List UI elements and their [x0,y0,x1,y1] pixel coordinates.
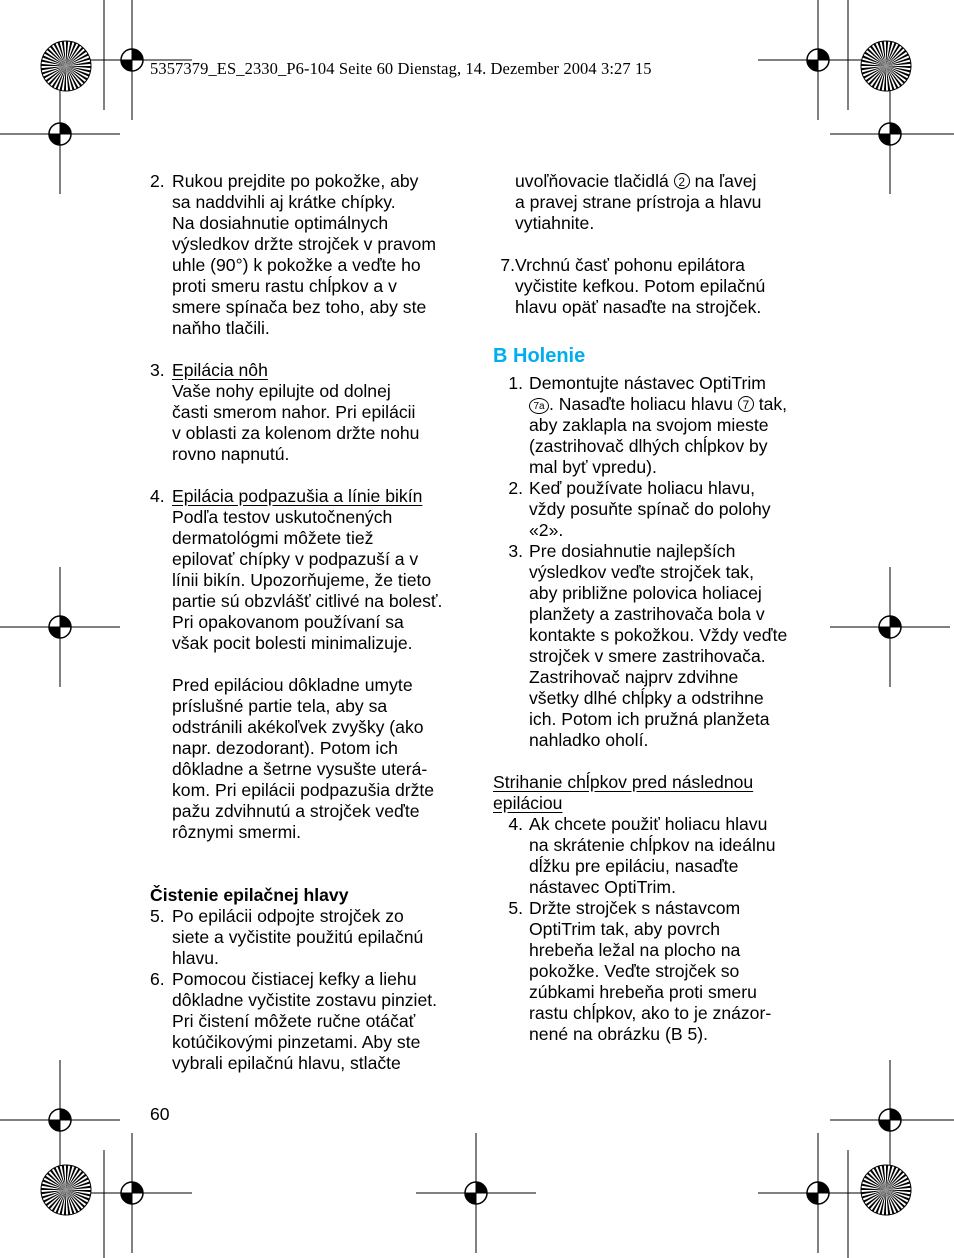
list-item-b3: 3. Pre dosiahnutie najlepších výsledkov veďte strojček tak, aby približne polovica holiacej planžety a zastrihovača bola v kontakte s pokožkou. Vždy veďte strojček v smere zastrihovača. Zastrihovač najprv zdvihne všetky dlhé chĺpky a odstrihne ich. Potom ich pružná planžeta nahladko oholí. [493,541,813,751]
page-number: 60 [150,1104,170,1124]
section-title-shaving: B Holenie [493,345,586,367]
item-text: Pre dosiahnutie najlepších výsledkov veďte strojček tak, aby približne polovica holiacej planžety a zastrihovača bola v kontakte s pokožkou. Vždy veďte strojček v smere zastrihovača. Zastrihovač najprv zdvihne všetky dlhé chĺpky a odstrihne ich. Potom ich pružná planžeta nahladko oholí. [529,541,788,750]
part-7a-callout-icon: 7a [529,398,549,414]
item-text: Ak chcete použiť holiacu hlavu na skrátenie chĺpkov na ideálnu dĺžku pre epiláciu, nasaďte nástavec OptiTrim. [529,814,776,897]
print-header: 5357379_ES_2330_P6-104 Seite 60 Dienstag, 14. Dezember 2004 3:27 15 [150,59,652,78]
list-item-5: 5. Po epilácii odpojte strojček zo siete a vyčistite použitú epilačnú hlavu. [150,906,470,969]
item-heading: Epilácia nôh [172,360,268,380]
crosshair-mark-icon [416,1133,536,1253]
crosshair-mark-icon [830,567,950,687]
item-text: Vrchnú časť pohonu epilátora vyčistite kefkou. Potom epilačnú hlavu opäť nasaďte na strojček. [515,255,766,317]
item-heading: Epilácia podpazušia a línie bikín [172,486,423,506]
list-item-6-continued: uvoľňovacie tlačidlá 2 na ľavej a pravej strane prístroja a hlavu vytiahnite. [515,171,762,233]
list-item-6: 6. Pomocou čistiacej kefky a liehu dôkladne vyčistite zostavu pinziet. Pri čistení môžete ručne otáčať kotúčikovými pinzetami. Aby ste vybrali epilačnú hlavu, stlačte [150,969,470,1074]
list-item-b4: 4. Ak chcete použiť holiacu hlavu na skrátenie chĺpkov na ideálnu dĺžku pre epiláciu, nasaďte nástavec OptiTrim. [493,814,813,898]
starburst-target-icon [861,41,911,91]
left-column [150,171,470,1074]
crosshair-mark-icon [0,567,120,687]
button-2-callout-icon: 2 [674,173,690,189]
starburst-target-icon [41,41,91,91]
starburst-target-icon [861,1165,911,1215]
part-7-callout-icon: 7 [738,396,754,412]
item-text: Keď používate holiacu hlavu, vždy posuňte spínač do polohy «2». [529,478,771,540]
list-item-b5: 5. Držte strojček s nástavcom OptiTrim tak, aby povrch hrebeňa ležal na plocho na pokožke. Veďte strojček so zúbkami hrebeňa proti smeru rastu chĺpkov, ako to je znázor- nené na obrázku (B 5). [493,898,813,1045]
list-item-4: 4. Epilácia podpazušia a línie bikín Podľa testov uskutočnených dermatológmi môžete tiež epilovať chípky v podpazuší a v línii bikín. Upozorňujeme, že tieto partie sú obzvlášť citlivé na bolesť. Pri opakovanom používaní sa však pocit bolesti minimalizuje. Pred epiláciou dôkladne umyte príslušné partie tela, aby sa odstránili akékoľvek zvyšky (ako napr. dezodorant). Potom ich dôkladne a šetrne vysušte uterá- kom. Pri epilácii podpazušia držte pažu zdvihnutú a strojček veďte rôznymi smermi. [150,486,443,842]
item-text: Rukou prejdite po pokožke, aby sa naddvihli aj krátke chípky. Na dosiahnutie optimálnych výsledkov držte strojček v pravom uhle (90°) k pokožke a veďte ho proti smeru rastu chĺpkov a v smere spínača bez toho, aby ste naňho tlačili. [172,171,436,338]
item-text: Držte strojček s nástavcom OptiTrim tak, aby povrch hrebeňa ležal na plocho na pokožke. Veďte strojček so zúbkami hrebeňa proti smeru rastu chĺpkov, ako to je znázor- nené na obrázku (B 5). [529,898,772,1044]
crosshair-mark-icon [0,1060,120,1180]
list-item-b2: 2. Keď používate holiacu hlavu, vždy posuňte spínač do polohy «2». [493,478,813,541]
list-item-7: 7. Vrchnú časť pohonu epilátora vyčistite kefkou. Potom epilačnú hlavu opäť nasaďte na strojček. [493,255,813,318]
crosshair-mark-icon [758,1133,878,1253]
list-item-b1: 1. Demontujte nástavec OptiTrim 7a . Nasaďte holiacu hlavu 7 tak, aby zaklapla na svojom mieste (zastrihovač dlhých chĺpkov by mal byť vpredu). [508,373,788,477]
crosshair-mark-icon [0,74,120,194]
subheading-trimming: Strihanie chĺpkov pred následnou epiláciou [493,772,754,813]
list-item-3: 3. Epilácia nôh Vaše nohy epilujte od dolnej časti smerom nahor. Pri epilácii v oblasti za kolenom držte nohu rovno napnutú. [150,360,420,464]
item-text: Po epilácii odpojte strojček zo siete a vyčistite použitú epilačnú hlavu. [172,906,424,968]
item-text: Vaše nohy epilujte od dolnej časti smerom nahor. Pri epilácii v oblasti za kolenom držte nohu rovno napnutú. [172,381,420,464]
item-text: Pomocou čistiacej kefky a liehu dôkladne vyčistite zostavu pinziet. Pri čistení môžete ručne otáčať kotúčikovými pinzetami. Aby ste vybrali epilačnú hlavu, stlačte [172,969,438,1073]
crosshair-mark-icon [758,0,878,120]
right-column [493,171,813,1045]
item-text: Podľa testov uskutočnených dermatológmi môžete tiež epilovať chípky v podpazuší a v línii bikín. Upozorňujeme, že tieto partie sú obzvlášť citlivé na bolesť. Pri opakovanom používaní sa však pocit bolesti minimalizuje. [172,507,443,653]
section-heading-cleaning: Čistenie epilačnej hlavy [150,885,349,905]
starburst-target-icon [41,1165,91,1215]
list-item-2: 2. Rukou prejdite po pokožke, aby sa naddvihli aj krátke chípky. Na dosiahnutie optimálnych výsledkov držte strojček v pravom uhle (90°) k pokožke a veďte ho proti smeru rastu chĺpkov a v smere spínača bez toho, aby ste naňho tlačili. [150,171,470,339]
item-text-2: Pred epiláciou dôkladne umyte príslušné partie tela, aby sa odstránili akékoľvek zvyšky (ako napr. dezodorant). Potom ich dôkladne a šetrne vysušte uterá- kom. Pri epilácii podpazušia držte pažu zdvihnutú a strojček veďte rôznymi smermi. [172,675,435,842]
